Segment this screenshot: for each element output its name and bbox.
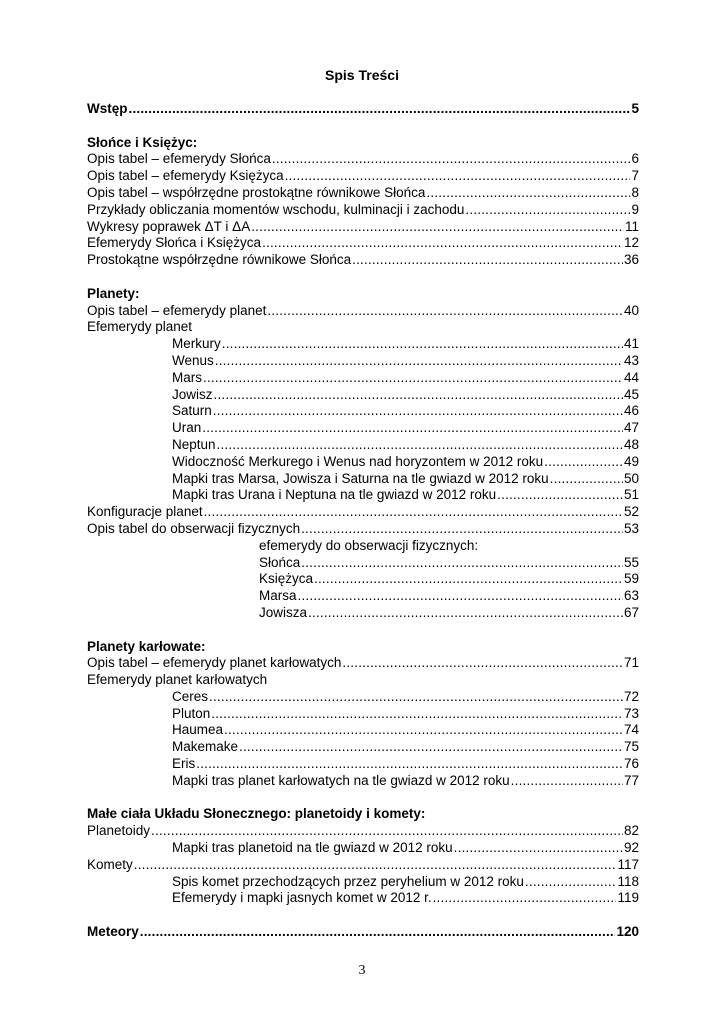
toc-entry-page: 120 [616,924,639,940]
toc-entry-label: Meteory [87,924,139,940]
toc-dot-leader [342,655,623,672]
toc-entry-label: Efemerydy planet karłowatych [87,672,268,688]
toc-entry-label: Neptun [172,436,216,452]
toc-heading [87,135,639,152]
toc-dot-leader [140,924,616,941]
toc-entry [87,471,639,488]
toc-entry [87,655,639,672]
toc-entry-label: Efemerydy Słońca i Księżyca [87,235,262,251]
toc-entry-page: 49 [623,453,639,469]
toc-entry-page: 74 [623,722,639,738]
toc-entry-label: Opis tabel – efemerydy Księżyca [87,168,284,184]
toc-dot-leader [222,336,623,353]
toc-entry-label: Uran [172,420,202,436]
toc-entry-label: Spis komet przechodzących przez peryhelium w 2012 roku [172,873,524,889]
table-of-contents [87,101,639,941]
toc-entry-label: Makemake [172,739,239,755]
toc-entry [87,168,639,185]
toc-entry-label: Marsa [259,588,297,604]
toc-dot-leader [204,504,623,521]
toc-entry-page: 6 [631,151,639,167]
toc-entry-label: Planety: [87,285,140,301]
toc-entry [87,219,639,236]
toc-entry-page: 45 [623,386,639,402]
toc-entry-page: 40 [623,302,639,318]
toc-entry-label: Wstęp [87,101,128,116]
toc-entry-page: 53 [623,520,639,536]
toc-dot-leader [301,521,623,538]
toc-entry-page: 51 [623,487,639,503]
toc-entry-label: Prostokątne współrzędne równikowe Słońca [87,252,352,268]
toc-dot-leader [262,235,623,252]
toc-entry [87,605,639,622]
toc-entry-label: Jowisza [259,604,308,620]
toc-entry-page: 72 [623,688,639,704]
toc-entry [87,890,639,907]
toc-dot-leader [272,151,631,168]
toc-dot-leader [454,840,623,857]
toc-dot-leader [465,202,630,219]
toc-entry-label: Opis tabel – efemerydy planet [87,302,267,318]
toc-dot-leader [511,773,623,790]
toc-dot-leader [298,588,623,605]
toc-entry-label: Mapki tras planetoid na tle gwiazd w 2012 roku [172,840,453,856]
toc-dot-leader [525,874,617,891]
toc-dot-leader [301,555,623,572]
toc-entry [87,588,639,605]
toc-dot-leader [251,219,624,236]
toc-entry [87,403,639,420]
toc-dot-leader [196,756,623,773]
toc-entry [87,202,639,219]
toc-entry-label: Planety karłowate: [87,638,206,654]
toc-entry-page: 92 [623,840,639,856]
toc-entry [87,555,639,572]
toc-entry [87,924,639,941]
toc-entry-label: Planetoidy [87,823,151,839]
toc-entry [87,151,639,168]
toc-entry-label: Jowisz [172,386,213,402]
toc-entry [87,773,639,790]
toc-heading [87,286,639,303]
toc-entry-page: 59 [623,571,639,587]
toc-entry-label: Mapki tras planet karłowatych na tle gwiazd w 2012 roku [172,772,510,788]
toc-entry [87,840,639,857]
toc-heading [87,538,639,555]
toc-entry [87,857,639,874]
toc-entry-page: 77 [623,772,639,788]
toc-dot-leader [267,303,623,320]
toc-spacer [87,269,639,286]
toc-entry [87,706,639,723]
toc-dot-leader [217,437,623,454]
toc-entry [87,336,639,353]
toc-entry-label: Pluton [172,705,211,721]
toc-heading [87,639,639,656]
toc-entry [87,823,639,840]
toc-dot-leader [352,252,623,269]
toc-entry [87,252,639,269]
toc-entry [87,487,639,504]
toc-entry-label: Opis tabel do obserwacji fizycznych [87,520,301,536]
toc-entry-label: Księżyca [259,571,314,587]
toc-entry-label: Opis tabel – współrzędne prostokątne równikowe Słońca [87,184,426,200]
toc-entry [87,739,639,756]
toc-entry [87,756,639,773]
toc-dot-leader [202,420,623,437]
toc-entry-page: 71 [623,655,639,671]
toc-entry-label: Mars [172,369,202,385]
toc-entry-label: Eris [172,756,196,772]
toc-entry [87,353,639,370]
toc-entry-label: Haumea [172,722,224,738]
toc-entry [87,235,639,252]
toc-entry-page: 44 [623,369,639,385]
toc-entry [87,571,639,588]
toc-spacer [87,907,639,924]
toc-dot-leader [213,403,623,420]
toc-entry-page: 76 [623,756,639,772]
toc-entry-page: 36 [623,252,639,268]
toc-entry [87,437,639,454]
toc-entry [87,101,639,118]
toc-entry [87,303,639,320]
toc-entry [87,185,639,202]
toc-dot-leader [314,571,623,588]
toc-dot-leader [550,471,623,488]
toc-dot-leader [203,370,623,387]
toc-dot-leader [285,168,631,185]
toc-entry [87,387,639,404]
toc-heading [87,672,639,689]
toc-entry-page: 12 [623,235,639,251]
toc-dot-leader [433,890,617,907]
toc-entry-page: 82 [623,823,639,839]
toc-entry-page: 118 [617,873,639,889]
toc-entry-page: 7 [631,168,639,184]
toc-dot-leader [308,605,623,622]
toc-entry [87,370,639,387]
toc-spacer [87,622,639,639]
toc-entry-page: 8 [631,184,639,200]
toc-spacer [87,118,639,135]
toc-entry [87,454,639,471]
toc-entry-label: Wenus [172,352,214,368]
toc-dot-leader [214,387,623,404]
toc-entry-page: 46 [623,403,639,419]
toc-entry [87,420,639,437]
toc-entry-page: 43 [623,352,639,368]
toc-heading [87,806,639,823]
toc-dot-leader [239,739,623,756]
toc-entry-page: 73 [623,705,639,721]
toc-dot-leader [426,185,630,202]
toc-entry-page: 11 [624,218,639,234]
toc-entry-label: Przykłady obliczania momentów wschodu, kulminacji i zachodu [87,201,465,217]
toc-dot-leader [215,353,623,370]
toc-entry-page: 50 [623,470,639,486]
toc-entry-label: Mapki tras Marsa, Jowisza i Saturna na tle gwiazd w 2012 roku [172,470,549,486]
page-title: Spis Treści [325,67,399,83]
toc-heading [87,319,639,336]
toc-entry [87,874,639,891]
toc-dot-leader [211,706,623,723]
toc-entry-page: 48 [623,436,639,452]
toc-dot-leader [209,689,623,706]
toc-dot-leader [129,101,631,118]
toc-entry-label: efemerydy do obserwacji fizycznych: [259,537,479,553]
toc-entry-page: 41 [623,336,639,352]
toc-entry-label: Efemerydy i mapki jasnych komet w 2012 r. [172,890,432,906]
toc-entry-page: 67 [623,604,639,620]
toc-dot-leader [497,487,623,504]
toc-dot-leader [134,857,617,874]
toc-entry-label: Mapki tras Urana i Neptuna na tle gwiazd w 2012 roku [172,487,497,503]
toc-entry-label: Saturn [172,403,212,419]
toc-dot-leader [544,454,623,471]
toc-entry-page: 9 [631,201,639,217]
toc-spacer [87,790,639,807]
toc-entry [87,722,639,739]
toc-entry-label: Konfiguracje planet [87,504,203,520]
toc-entry-label: Opis tabel – efemerydy planet karłowatych [87,655,342,671]
toc-entry-label: Wykresy poprawek ΔT i ΔA [87,218,251,234]
toc-entry-label: Małe ciała Układu Słonecznego: planetoidy i komety: [87,806,426,822]
toc-entry-page: 63 [623,588,639,604]
toc-dot-leader [151,823,623,840]
toc-entry-page: 52 [623,504,639,520]
toc-entry-page: 75 [623,739,639,755]
toc-entry-page: 117 [617,856,639,872]
toc-entry-label: Merkury [172,336,221,352]
toc-entry-label: Ceres [172,688,209,704]
toc-dot-leader [224,722,623,739]
toc-entry-label: Efemerydy planet [87,319,193,335]
toc-entry [87,689,639,706]
toc-entry-label: Słońca [259,554,301,570]
toc-entry-page: 5 [631,101,639,116]
toc-entry-label: Widoczność Merkurego i Wenus nad horyzontem w 2012 roku [172,453,544,469]
toc-entry-label: Słońce i Księżyc: [87,134,198,150]
toc-entry [87,504,639,521]
toc-entry-page: 119 [617,890,639,906]
page-number: 3 [358,963,366,978]
toc-entry-page: 55 [623,554,639,570]
toc-entry-label: Komety [87,856,133,872]
toc-entry [87,521,639,538]
toc-entry-label: Opis tabel – efemerydy Słońca [87,151,271,167]
toc-entry-page: 47 [623,420,639,436]
